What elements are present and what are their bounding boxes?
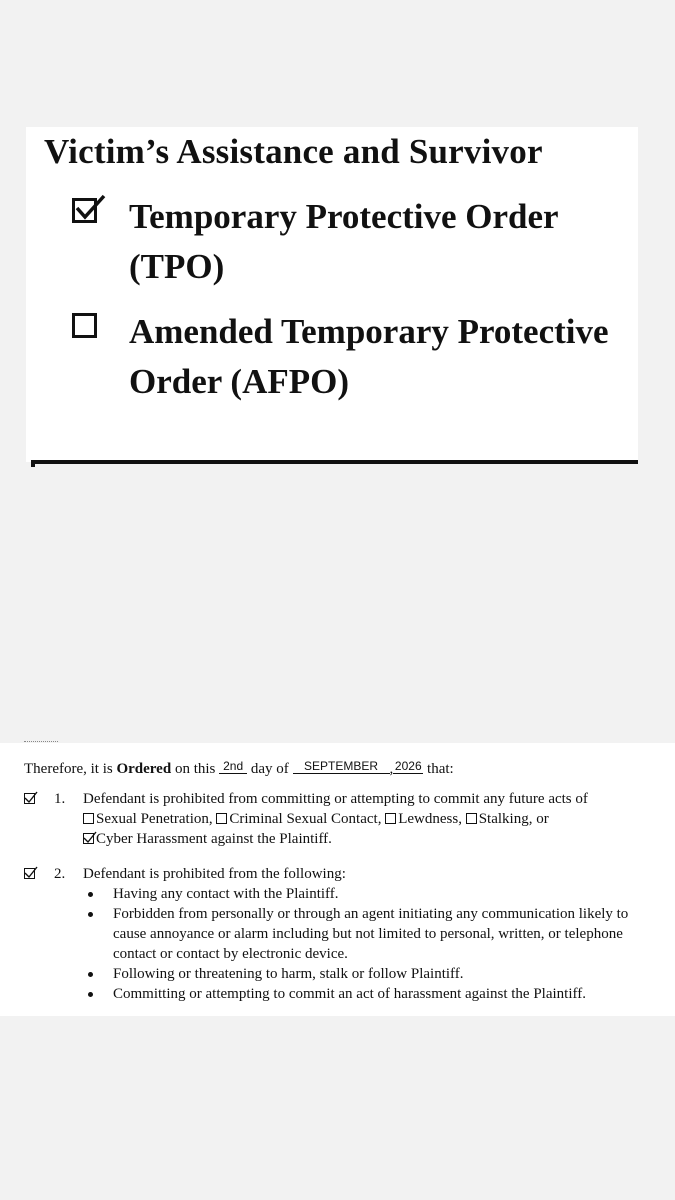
criminal-sexual-contact-checkbox — [216, 813, 227, 824]
item-2-number: 2. — [54, 866, 66, 882]
stalking-checkbox — [466, 813, 477, 824]
day-of-text: day of — [247, 761, 293, 777]
checkmark-icon — [83, 831, 97, 845]
that-text: that: — [423, 761, 454, 777]
tpo-label: Temporary Protective Order (TPO) — [129, 197, 558, 286]
prohibitions-list — [83, 884, 643, 1004]
afpo-label: Amended Temporary Protective Order (AFPO) — [129, 312, 609, 401]
section-title: Victim’s Assistance and Survivor — [44, 132, 543, 171]
list-item-text: Following or threatening to harm, stalk or follow Plaintiff. — [113, 966, 464, 982]
list-item-text: Committing or attempting to commit an act of harassment against the Plaintiff. — [113, 986, 586, 1002]
lewdness-checkbox — [385, 813, 396, 824]
bullet-icon — [88, 972, 93, 977]
act-cyber-harassment: Cyber Harassment against the Plaintiff. — [96, 831, 332, 847]
ordered-prefix: Therefore, it is — [24, 761, 117, 777]
sexual-penetration-checkbox — [83, 813, 94, 824]
list-item-text: Forbidden from personally or through an agent initiating any communication likely to cause annoyance or alarm including but not limited to personal, written, or telephone contact or contact by electronic device. — [113, 906, 629, 962]
comma-text: , — [389, 761, 394, 777]
item-1-checkbox — [24, 793, 35, 804]
checkmark-icon — [24, 866, 38, 880]
act-criminal-sexual-contact: Criminal Sexual Contact, — [229, 811, 382, 827]
horizontal-rule — [34, 460, 638, 464]
list-item — [83, 984, 643, 1004]
order-type-section — [26, 127, 638, 462]
act-stalking: Stalking, or — [478, 811, 549, 827]
checkmark-icon — [74, 193, 104, 223]
bullet-icon — [88, 992, 93, 997]
bullet-icon — [88, 912, 93, 917]
act-lewdness: Lewdness, — [398, 811, 462, 827]
ordered-date-line — [24, 759, 454, 778]
tpo-checkbox — [72, 198, 97, 223]
item-1-number: 1. — [54, 791, 66, 807]
item-1-acts — [83, 809, 668, 829]
afpo-checkbox — [72, 313, 97, 338]
list-item — [83, 964, 643, 984]
item-1-acts-line-2 — [83, 829, 668, 849]
list-item — [83, 884, 643, 904]
day-field: 2nd — [219, 759, 247, 774]
cyber-harassment-checkbox — [83, 833, 94, 844]
list-item — [83, 904, 643, 964]
act-sexual-penetration: Sexual Penetration, — [96, 811, 213, 827]
bullet-icon — [88, 892, 93, 897]
year-field: 2026 — [394, 759, 422, 773]
cropped-text-fragment — [24, 741, 58, 745]
item-1-intro: Defendant is prohibited from committing or attempting to commit any future acts of — [83, 791, 588, 807]
month-field: SEPTEMBER — [293, 759, 390, 774]
order-clauses-section — [0, 743, 675, 1016]
item-1-text — [83, 789, 668, 849]
ordered-word: Ordered — [116, 761, 172, 777]
checkmark-icon — [24, 791, 38, 805]
item-2-intro: Defendant is prohibited from the following: — [83, 866, 346, 882]
list-item-text: Having any contact with the Plaintiff. — [113, 886, 339, 902]
item-2-checkbox — [24, 868, 35, 879]
on-this-text: on this — [171, 761, 220, 777]
